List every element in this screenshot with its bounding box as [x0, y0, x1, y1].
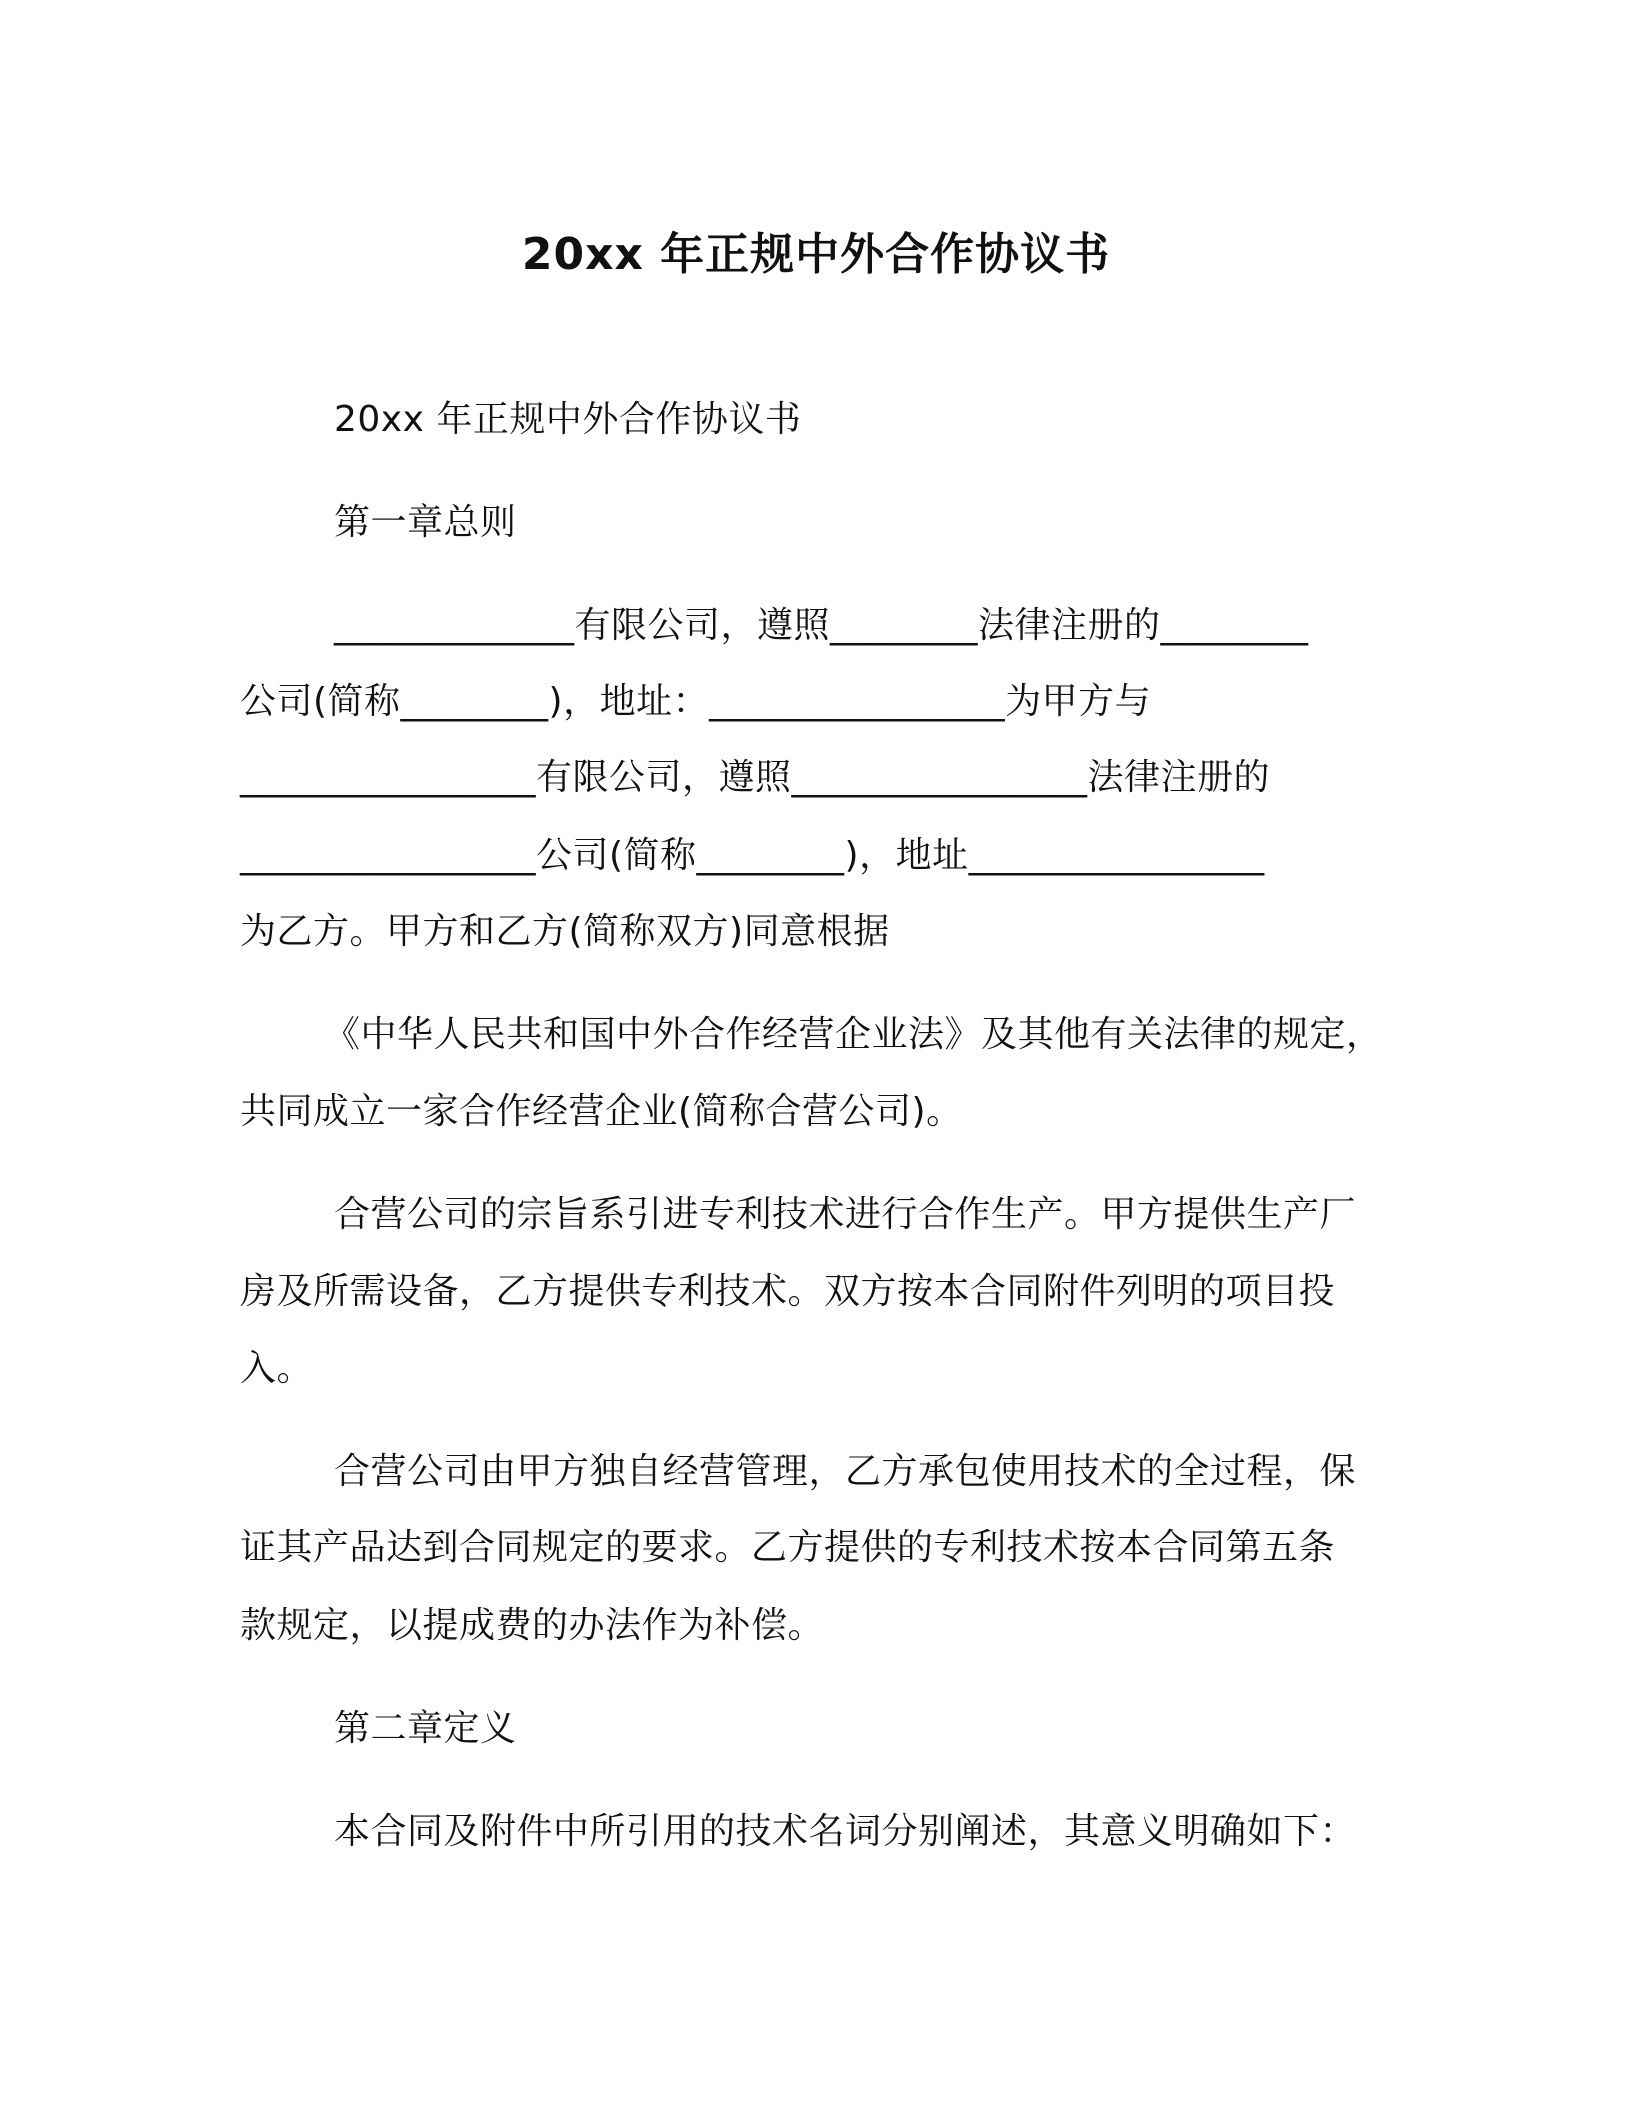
paragraph-line: 本合同及附件中所引用的技术名词分别阐述，其意义明确如下： — [334, 1811, 1357, 1852]
paragraph-line: 合营公司由甲方独自经营管理，乙方承包使用技术的全过程，保 — [334, 1451, 1357, 1492]
paragraph-line: 《中华人民共和国中外合作经营企业法》及其他有关法律的规定， — [324, 1014, 1383, 1055]
paragraph-line: ________________公司(简称________)，地址________________ — [240, 835, 1265, 876]
document-title: 20xx 年正规中外合作协议书 — [521, 229, 1111, 280]
paragraph-line: 入。 — [240, 1348, 314, 1389]
paragraph-line: ________________有限公司，遵照________________法律注册的 — [240, 757, 1271, 798]
paragraph-line: 为乙方。甲方和乙方(简称双方)同意根据 — [240, 911, 890, 952]
paragraph-line: 证其产品达到合同规定的要求。乙方提供的专利技术按本合同第五条 — [240, 1527, 1336, 1568]
chapter-heading: 第二章定义 — [334, 1708, 517, 1749]
paragraph-line: 公司(简称________)，地址：________________为甲方与 — [240, 681, 1152, 722]
paragraph-line: 合营公司的宗旨系引进专利技术进行合作生产。甲方提供生产厂 — [334, 1194, 1357, 1235]
chapter-heading: 第一章总则 — [334, 502, 517, 543]
paragraph-line: 共同成立一家合作经营企业(简称合营公司)。 — [240, 1091, 963, 1132]
paragraph-line: 款规定，以提成费的办法作为补偿。 — [240, 1605, 825, 1646]
paragraph-line: 房及所需设备，乙方提供专利技术。双方按本合同附件列明的项目投 — [240, 1271, 1336, 1312]
paragraph-line: _____________有限公司，遵照________法律注册的________ — [334, 605, 1309, 646]
subtitle: 20xx 年正规中外合作协议书 — [334, 399, 802, 440]
